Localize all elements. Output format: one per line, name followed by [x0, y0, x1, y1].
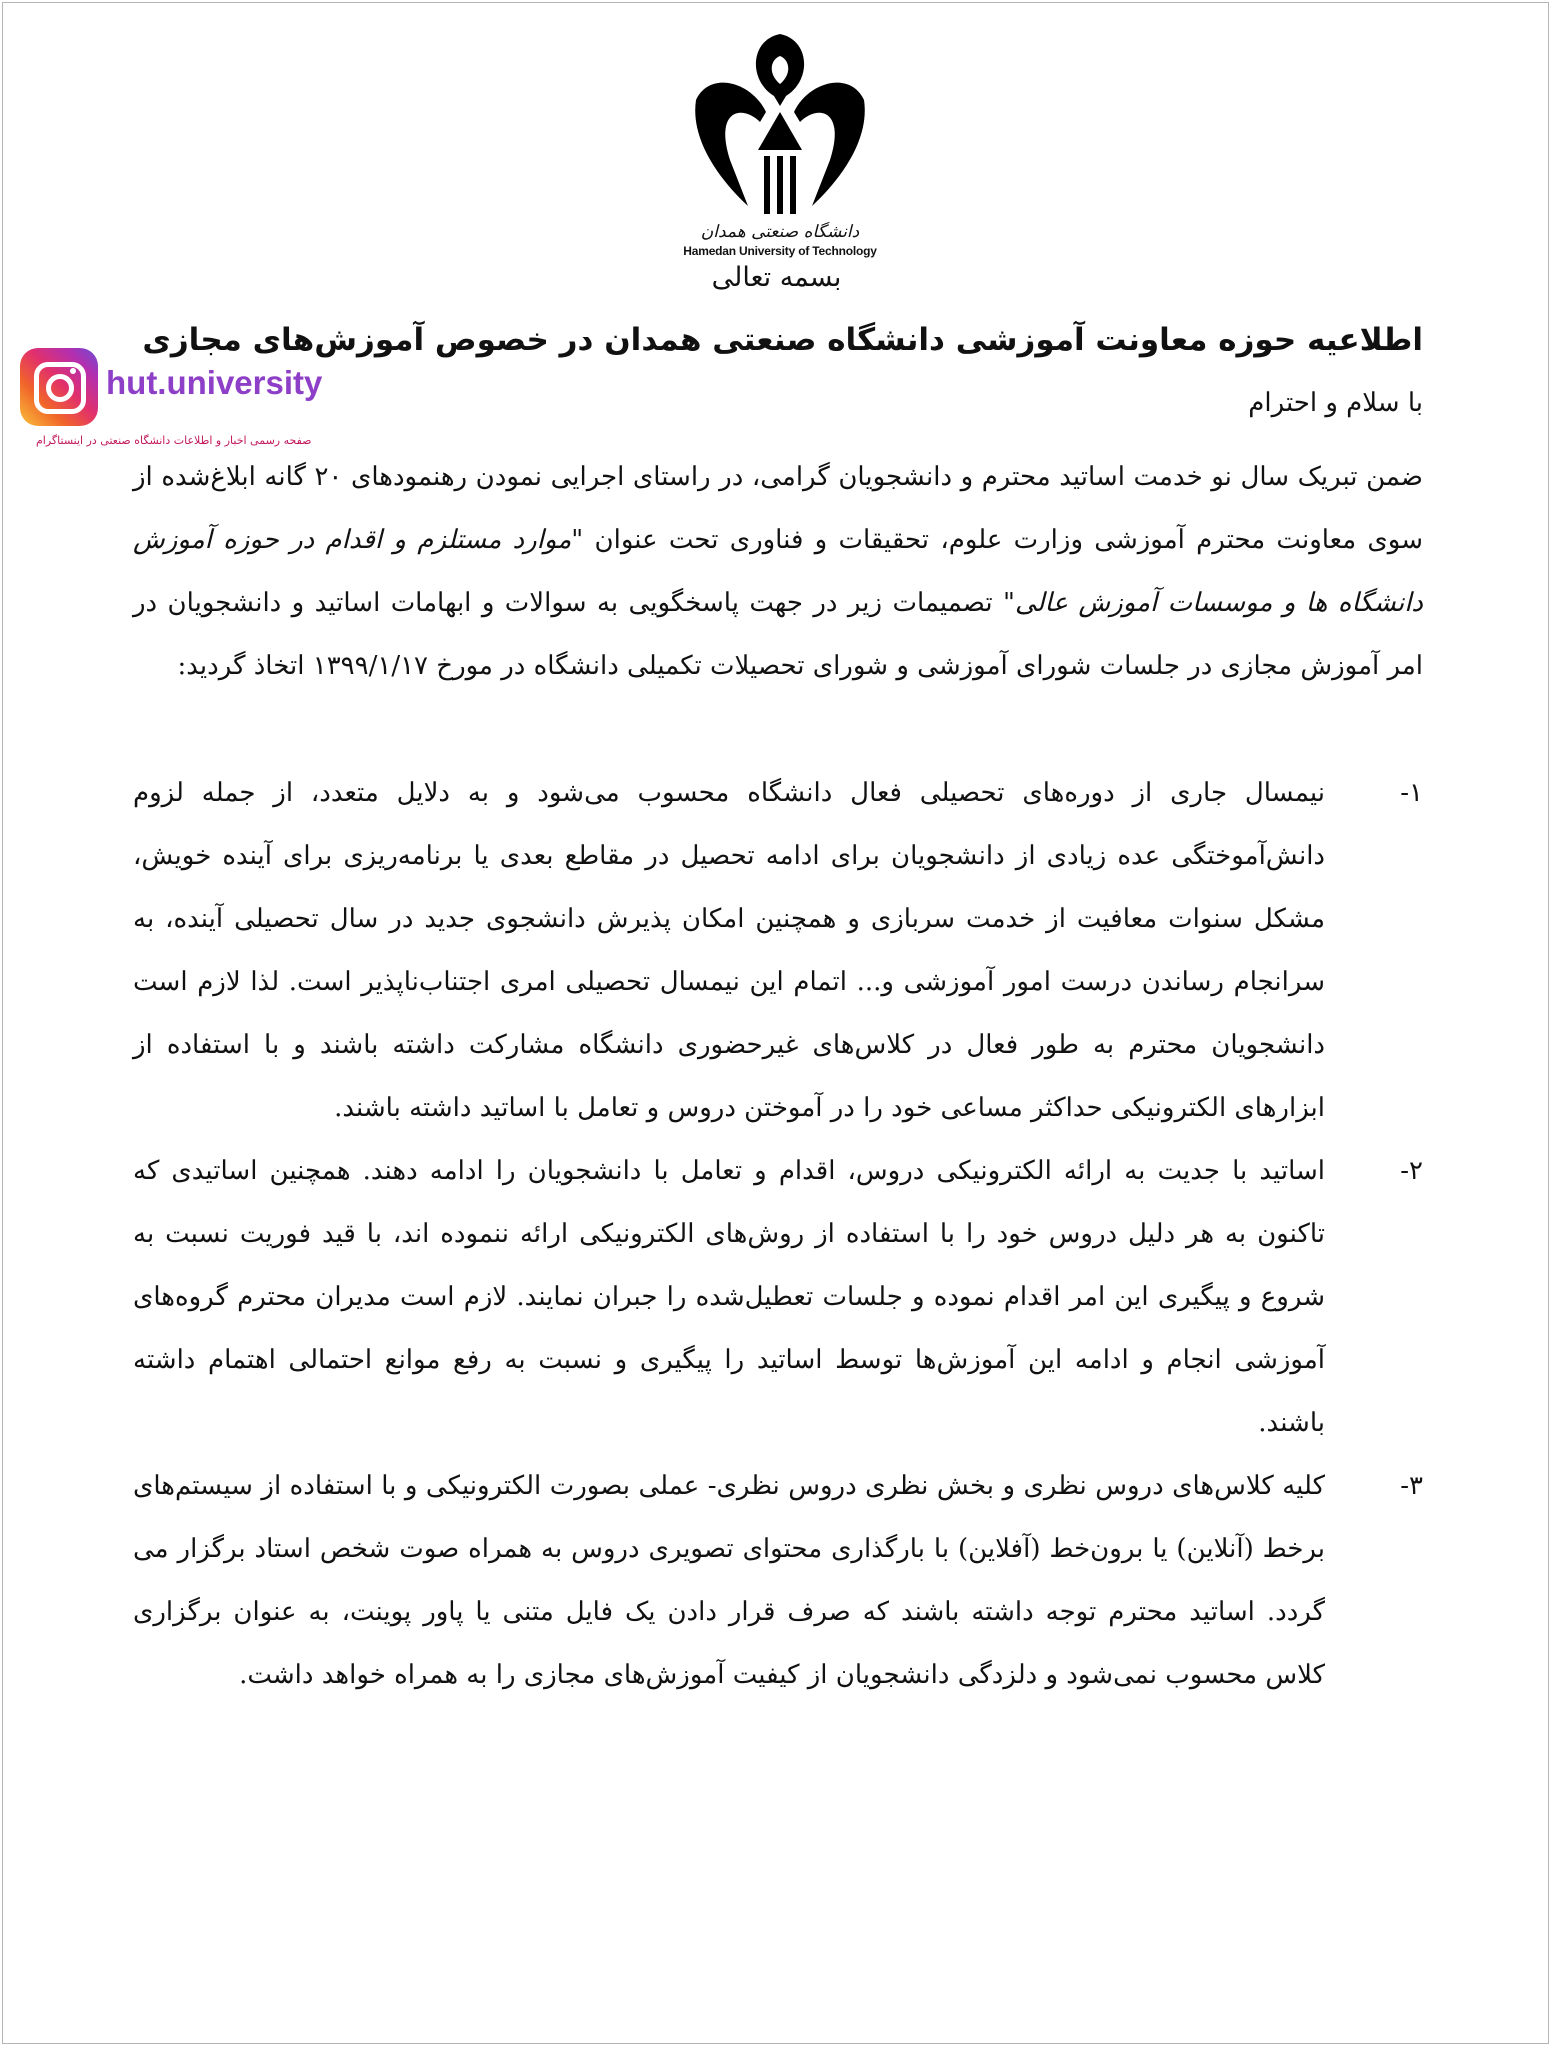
hut-logo-icon [690, 30, 870, 220]
logo-name-en: Hamedan University of Technology [683, 244, 877, 258]
greeting: با سلام و احترام [1248, 388, 1423, 418]
item-text: اساتید با جدیت به ارائه الکترونیکی دروس، اقدام و تعامل با دانشجویان را ادامه دهند. همچنین اساتیدی که تاکنون به هر دلیل دروس خود را با استفاده از روش‌های الکترونیکی ارائه ننموده اند، با قید فوریت نسبت به شروع و پیگیری این امر اقدام نموده و جلسات تعطیل‌شده را جبران نمایند. لازم است مدیران محترم گروه‌های آموزشی انجام و ادامه این آموزش‌ها توسط اساتید را پیگیری و نسبت به رفع موانع احتمالی اهتمام داشته باشند. [133, 1156, 1325, 1438]
university-logo [660, 30, 900, 258]
intro-text-end: " تصمیمات زیر در جهت پاسخگویی به سوالات و ابهامات اساتید و دانشجویان در امر آموزش مجازی در جلسات شورای آموزشی و شورای تحصیلات تکمیلی دانشگاه در مورخ ۱۳۹۹/۱/۱۷ اتخاذ گردید: [133, 588, 1423, 681]
intro-paragraph [133, 446, 1423, 698]
list-item [133, 762, 1423, 1140]
intro-directive-title: موارد مستلزم و اقدام در حوزه آموزش دانشگاه ها و موسسات آموزش عالی [133, 525, 1423, 618]
decision-list [133, 762, 1423, 1707]
item-text: کلیه کلاس‌های دروس نظری و بخش نظری دروس نظری- عملی بصورت الکترونیکی و با استفاده از سیستم‌های برخط (آنلاین) یا برون‌خط (آفلاین) با بارگذاری محتوای تصویری دروس به همراه صوت شخص استاد برگزار می گردد. اساتید محترم توجه داشته باشند که صرف قرار دادن یک فایل متنی یا پاور پوینت، به عنوان برگزاری کلاس محسوب نمی‌شود و دلزدگی دانشجویان از کیفیت آموزش‌های مجازی را به همراه خواهد داشت. [133, 1471, 1325, 1690]
instagram-icon [20, 348, 98, 426]
instagram-caption: صفحه رسمی اخبار و اطلاعات دانشگاه صنعتی در اینستاگرام [36, 434, 312, 447]
intro-text-start: ضمن تبریک سال نو خدمت اساتید محترم و دانشجویان گرامی، در راستای اجرایی نمودن رهنمودهای ۲۰ گانه ابلاغ‌شده از سوی معاونت محترم آموزشی وزارت علوم، تحقیقات و فناوری تحت عنوان " [133, 462, 1423, 555]
item-text: نیمسال جاری از دوره‌های تحصیلی فعال دانشگاه محسوب می‌شود و به دلایل متعدد، از جمله لزوم دانش‌آموختگی عده زیادی از دانشجویان برای ادامه تحصیل در مقاطع بعدی یا برنامه‌ریزی برای آینده خویش، مشکل سنوات معافیت از خدمت سربازی و همچنین امکان پذیرش دانشجوی جدید در سال تحصیلی آینده، به سرانجام رساندن درست امور آموزشی و... اتمام این نیمسال تحصیلی امری اجتناب‌ناپذیر است. لذا لازم است دانشجویان محترم به طور فعال در کلاس‌های غیرحضوری دانشگاه مشارکت داشته باشند و با استفاده از ابزارهای الکترونیکی حداکثر مساعی خود را در آموختن دروس و تعامل با اساتید داشته باشند. [133, 778, 1325, 1123]
item-number: ۱- [1400, 778, 1423, 808]
logo-name-fa: دانشگاه صنعتی همدان [700, 222, 860, 242]
item-number: ۲- [1400, 1156, 1423, 1186]
item-number: ۳- [1400, 1471, 1423, 1501]
instagram-handle: hut.university [106, 364, 323, 401]
list-item [133, 1140, 1423, 1455]
basmala: بسمه تعالی [711, 262, 842, 293]
page-title: اطلاعیه حوزه معاونت آموزشی دانشگاه صنعتی همدان در خصوص آموزش‌های مجازی [142, 322, 1423, 358]
list-item [133, 1455, 1423, 1707]
